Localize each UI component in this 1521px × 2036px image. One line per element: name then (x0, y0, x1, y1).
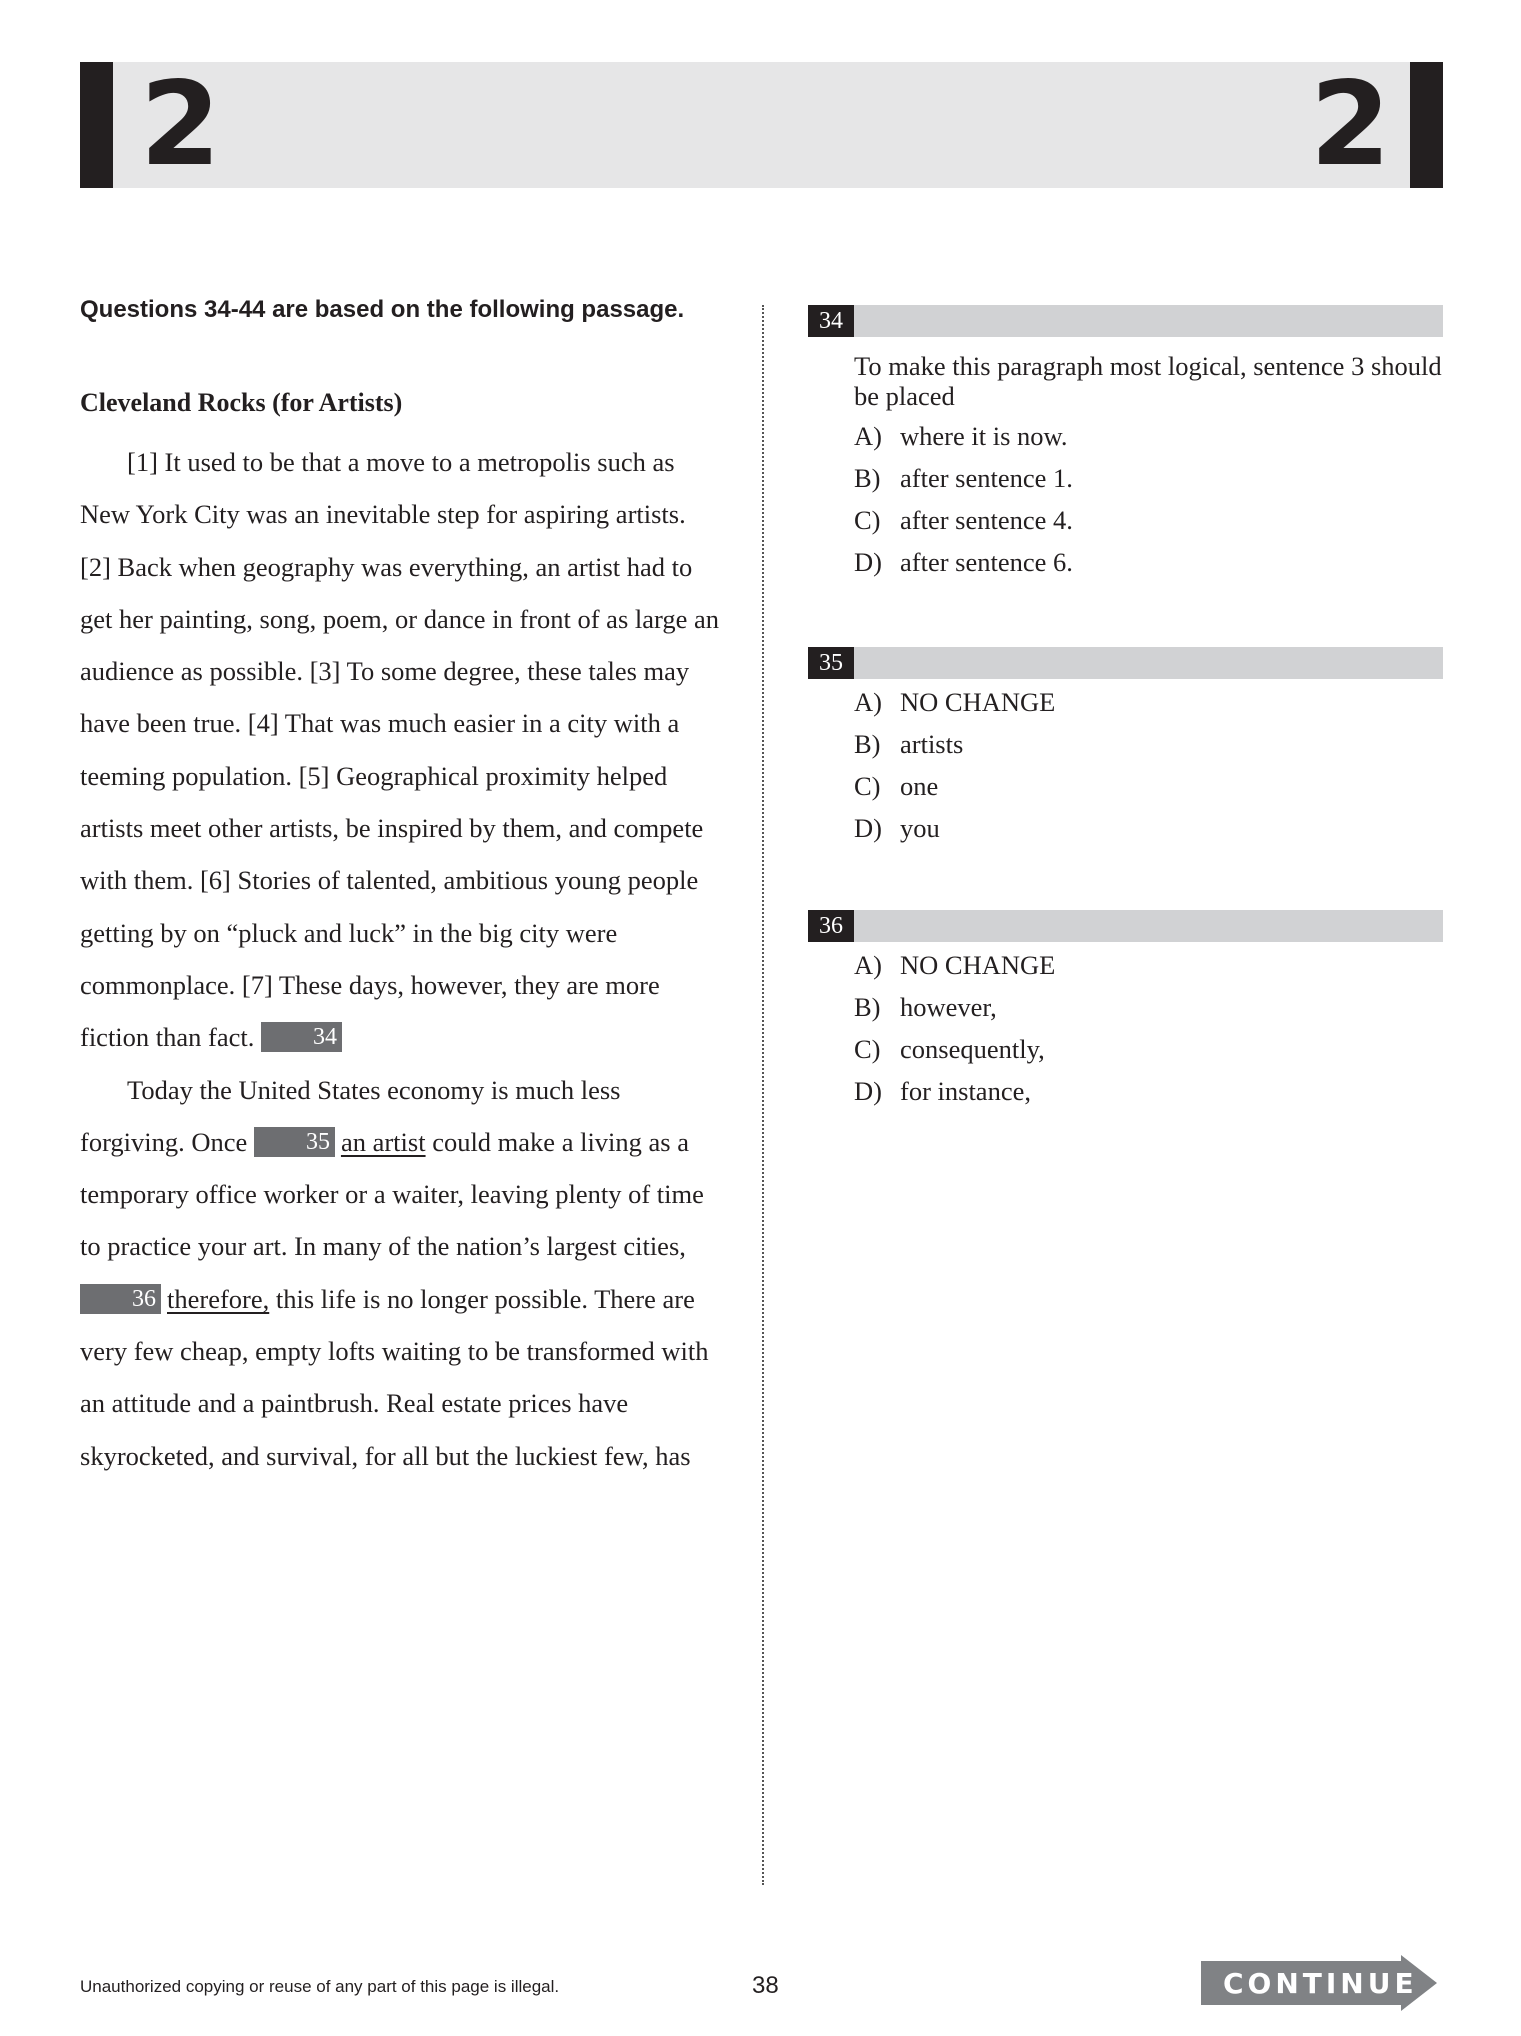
paragraph-1-text: [1] It used to be that a move to a metropolis such as New York City was an inevitable step for aspiring artists. [2] Back when geography was everything, an artist had to get her painting, song, poem, or dance in front of as large an audience as possible. [3] To some degree, these tales may have been true. [4] That was much easier in a city with a teeming population. [5] Geographical proximity helped artists meet other artists, be inspired by them, and compete with them. [6] Stories of talented, ambitious young people getting by on “pluck and luck” in the big city were commonplace. [7] These days, however, they are more fiction than fact. (80, 447, 720, 1053)
answer-choice-b[interactable]: B) after sentence 1. (854, 463, 1073, 493)
question-marker-35[interactable]: 35 (254, 1127, 335, 1157)
question-36 (808, 910, 1443, 1112)
answer-choice-c[interactable]: C) consequently, (854, 1034, 1045, 1064)
question-34 (808, 305, 1443, 583)
paragraph-2-text-c: this life is no longer possible. There are very few cheap, empty lofts waiting to be transformed with an attitude and a paintbrush. Real estate prices have skyrocketed, and survival, for all but the luckiest few, has (80, 1283, 709, 1471)
answer-choice-c[interactable]: C) one (854, 771, 939, 801)
paragraph-2-text-b: could make a living as a temporary office worker or a waiter, leaving plenty of time to practice your art. In many of the nation’s largest cities, (80, 1126, 704, 1262)
question-marker-36[interactable]: 36 (80, 1284, 161, 1314)
answer-choice-d[interactable]: D) you (854, 813, 940, 843)
answer-choice-b[interactable]: B) artists (854, 729, 964, 759)
question-prompt: To make this paragraph most logical, sentence 3 should be placed (854, 351, 1442, 411)
answer-choice-c[interactable]: C) after sentence 4. (854, 505, 1073, 535)
passage-body (80, 436, 720, 1482)
question-marker-34[interactable]: 34 (261, 1022, 342, 1052)
underlined-phrase-36: therefore, (167, 1283, 270, 1314)
paragraph-2-text-a: Today the United States economy is much less forgiving. Once (80, 1074, 621, 1157)
question-number: 34 (808, 305, 854, 337)
question-header-bar (808, 910, 1443, 942)
section-bar-right (1410, 62, 1443, 188)
section-header-band (80, 57, 1443, 192)
column-divider (762, 305, 764, 1885)
question-header-bar (808, 647, 1443, 679)
passage-title: Cleveland Rocks (for Artists) (80, 388, 403, 417)
answer-choice-a[interactable]: A) NO CHANGE (854, 687, 1056, 717)
underlined-phrase-35: an artist (340, 1126, 426, 1157)
answer-choice-a[interactable]: A) NO CHANGE (854, 950, 1056, 980)
section-bar-left (80, 62, 113, 188)
section-number-left: 2 (140, 57, 221, 192)
answer-choice-d[interactable]: D) after sentence 6. (854, 547, 1073, 577)
answer-choice-d[interactable]: D) for instance, (854, 1076, 1031, 1106)
page-number: 38 (752, 1972, 779, 1999)
continue-button[interactable] (1201, 1955, 1437, 2011)
question-number: 36 (808, 910, 854, 942)
passage-intro: Questions 34-44 are based on the following passage. (80, 296, 685, 323)
answer-choice-b[interactable]: B) however, (854, 992, 997, 1022)
answer-choice-a[interactable]: A) where it is now. (854, 421, 1068, 451)
continue-label: CONTINUE (1223, 1967, 1418, 2000)
question-number: 35 (808, 647, 854, 679)
copyright-notice: Unauthorized copying or reuse of any part of this page is illegal. (80, 1977, 560, 1996)
question-35 (808, 647, 1443, 849)
question-header-bar (808, 305, 1443, 337)
paragraph-2 (80, 1064, 720, 1482)
paragraph-1 (80, 436, 720, 1064)
section-number-right: 2 (1310, 57, 1391, 192)
